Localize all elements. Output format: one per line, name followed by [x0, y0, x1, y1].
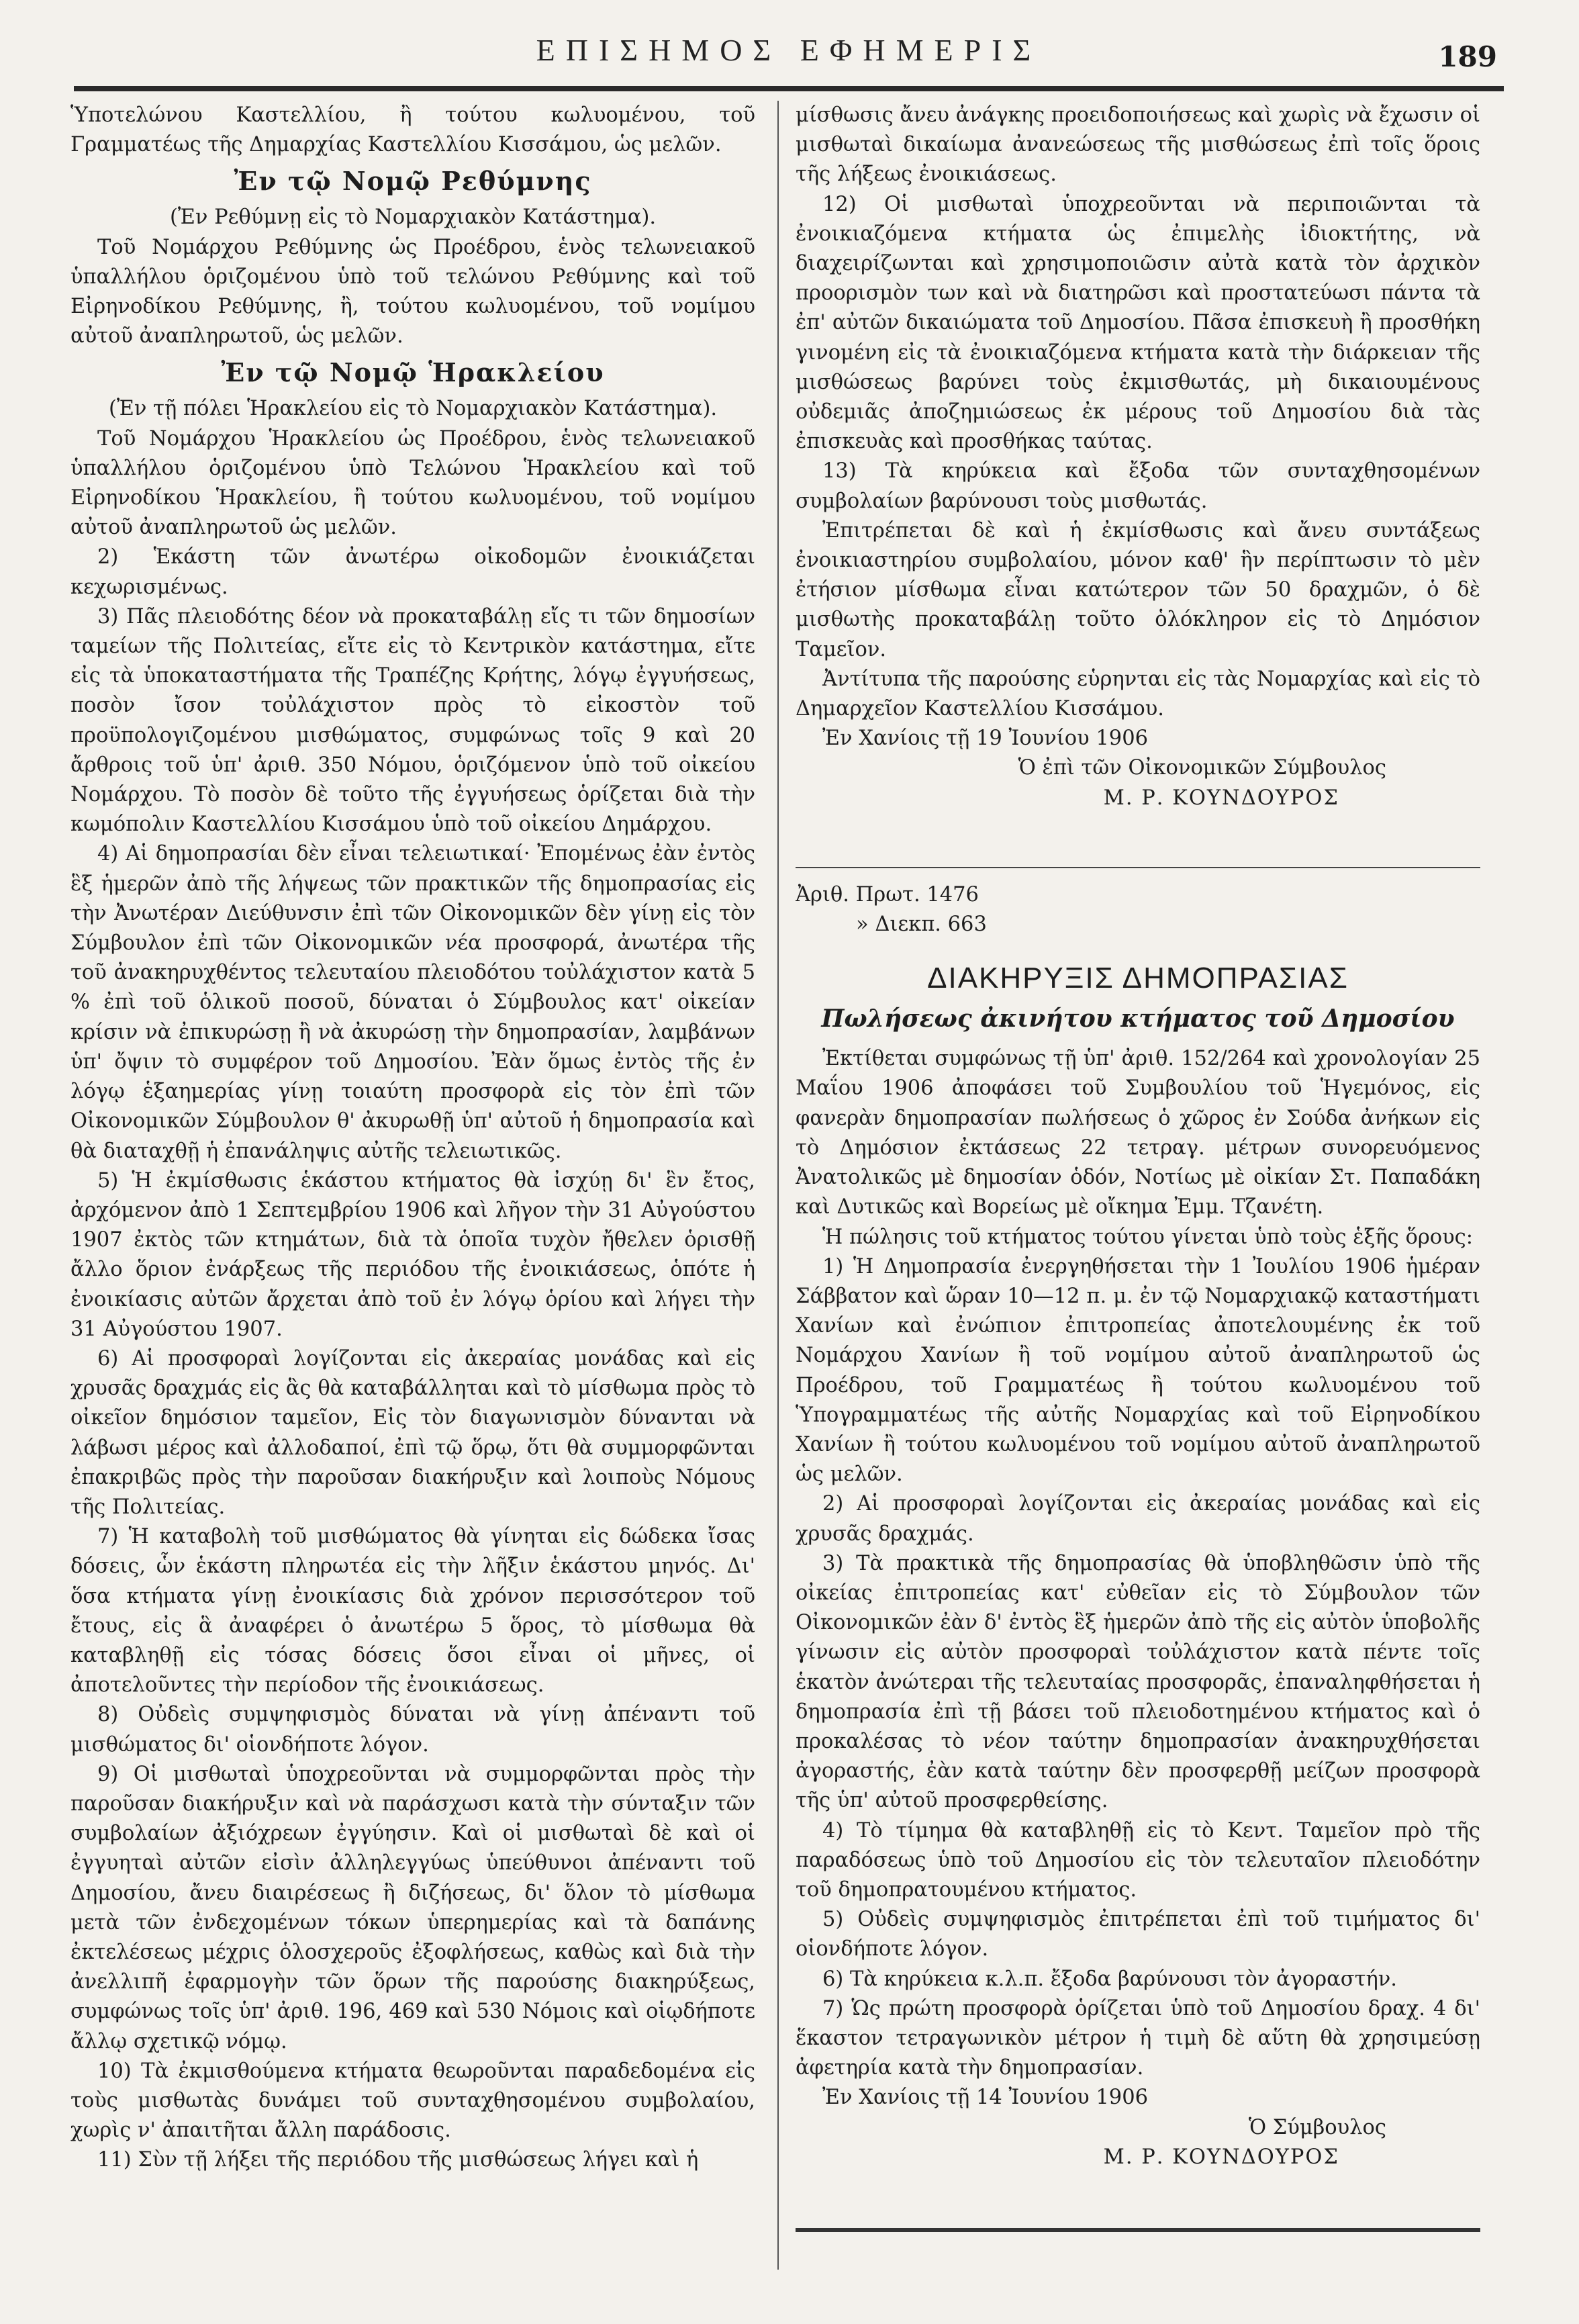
bottom-rule — [796, 2228, 1480, 2232]
paragraph: Ἀντίτυπα τῆς παρούσης εὑρηνται εἰς τὰς Νομαρχίας καὶ εἰς τὸ Δημαρχεῖον Καστελλίου Κισσάμου. — [796, 667, 1480, 721]
header-rule — [74, 86, 1504, 91]
paragraph: 2) Αἱ προσφοραὶ λογίζονται εἰς ἀκεραίας μονάδας καὶ εἰς χρυσᾶς δραχμάς. — [796, 1492, 1480, 1546]
paragraph: Ἐκτίθεται συμφώνως τῇ ὑπ' ἀριθ. 152/264 καὶ χρονολογίαν 25 Μαΐου 1906 ἀποφάσει τοῦ Συμβουλίου τοῦ Ἡγεμόνος, εἰς φανερὰν δημοπρασίαν πωλήσεως ὁ χῶρος ἐν Σούδα ἀνήκων εἰς τὸ Δημόσιον ἐκτάσεως 22 τετραγ. μέτρων συνορευόμενος Ἀνατολικῶς μὲ δημοσίαν ὁδόν, Νοτίως μὲ οἰκίαν Στ. Παπαδάκη καὶ Δυτικῶς καὶ Βορείως μὲ οἴκημα Ἐμμ. Τζανέτη. — [796, 1047, 1480, 1219]
paragraph: Τοῦ Νομάρχου Ρεθύμνης ὡς Προέδρου, ἑνὸς τελωνειακοῦ ὑπαλλήλου ὁριζομένου ὑπὸ τοῦ τελώνου Ρεθύμνης καὶ τοῦ Εἰρηνοδίκου Ρεθύμνης, ἢ, τούτου κωλυομένου, τοῦ νομίμου αὐτοῦ ἀναπληρωτοῦ, ὡς μελῶν. — [70, 235, 755, 348]
signature-name: Μ. Ρ. ΚΟΥΝΔΟΥΡΟΣ — [1103, 2145, 1339, 2169]
paragraph: 9) Οἱ μισθωταὶ ὑποχρεοῦνται νὰ συμμορφῶνται πρὸς τὴν παροῦσαν διακήρυξιν καὶ νὰ παράσχωσι κατὰ τὴν σύνταξιν τῶν συμβολαίων ἀξιόχρεων ἐγγύησιν. Καὶ οἱ μισθωταὶ δὲ καὶ οἱ ἐγγυηταὶ αὐτῶν εἰσὶν ἀλληλεγγύως ὑπεύθυνοι ἀπέναντι τοῦ Δημοσίου, ἄνευ διαιρέσεως ἢ διζήσεως, δι' ὅλον τὸ μίσθωμα μετὰ τῶν ἐνδεχομένων τόκων ὑπερημερίας καὶ τὰ δαπάνης ἐκτελέσεως μέχρις ὁλοσχεροῦς ἐξοφλήσεως, καθὼς καὶ διὰ τὴν ἀνελλιπῆ ἐφαρμογὴν τῶν ὅρων τῆς παρούσης διακηρύξεως, συμφώνως τοῖς ὑπ' ἀριθ. 196, 469 καὶ 530 Νόμοις καὶ οἱῳδήποτε ἄλλῳ σχετικῷ νόμῳ. — [70, 1762, 755, 2053]
newspaper-title: ΕΠΙΣΗΜΟΣ ΕΦΗΜΕΡΙΣ — [536, 33, 1042, 67]
right-column — [796, 101, 1480, 2223]
paragraph: 3) Τὰ πρακτικὰ τῆς δημοπρασίας θὰ ὑποβληθῶσιν ὑπὸ τῆς οἰκείας ἐπιτροπείας κατ' εὐθεῖαν εἰς τὸ Σύμβουλον τῶν Οἰκονομικῶν ἐὰν δ' ἐντὸς ἓξ ἡμερῶν ἀπὸ τῆς εἰς αὐτὸν ὑποβολῆς γίνωσιν εἰς αὐτὸν προσφοραὶ τοὐλάχιστον κατὰ πέντε τοῖς ἑκατὸν ἀνώτεραι τῆς τελευταίας προσφορᾶς, ἐπαναληφθήσεται ἡ δημοπρασία ἐπὶ τῇ βάσει τοῦ πλειοδοτημένου κτήματος καὶ ὁ προκαλέσας τὸ νέον ταύτην δημοπρασίαν ἀνακηρυχθήσεται ἀγοραστής, ἐὰν κατὰ ταύτην δὲν προσφερθῇ μείζων προσφορὰ τῆς ὑπ' αὐτοῦ προσφερθείσης. — [796, 1551, 1480, 1813]
paragraph: 8) Οὐδεὶς συμψηφισμὸς δύναται νὰ γίνῃ ἀπέναντι τοῦ μισθώματος δι' οἱονδήποτε λόγον. — [70, 1703, 755, 1757]
protocol-number: Ἀριθ. Πρωτ. 1476 — [796, 867, 1480, 910]
signature-title: Ὁ ἐπὶ τῶν Οἰκονομικῶν Σύμβουλος — [1018, 756, 1386, 780]
section-subheading: (Ἐν τῇ πόλει Ἡρακλείου εἰς τὸ Νομαρχιακὸν Κατάστημα). — [108, 397, 718, 421]
paragraph: 6) Τὰ κηρύκεια κ.λ.π. ἔξοδα βαρύνουσι τὸν ἀγοραστήν. — [822, 1967, 1397, 1991]
paragraph: 7) Ἡ καταβολὴ τοῦ μισθώματος θὰ γίνηται εἰς δώδεκα ἴσας δόσεις, ὧν ἑκάστη πληρωτέα εἰς τὴν λῆξιν ἑκάστου μηνός. Δι' ὅσα κτήματα γίνῃ ἐνοικίασις διὰ χρόνον περισσότερον τοῦ ἔτους, εἰς ἃ ἀναφέρει ὁ ἀνωτέρω 5 ὅρος, τὸ μίσθωμα θὰ καταβληθῇ εἰς τόσας δόσεις ὅσοι εἶναι οἱ μῆνες, οἱ ἀποτελοῦντες τὴν περίοδον τῆς ἐνοικιάσεως. — [70, 1525, 755, 1698]
announcement-title: ΔΙΑΚΗΡΥΞΙΣ ΔΗΜΟΠΡΑΣΙΑΣ — [927, 962, 1349, 995]
column-divider — [777, 101, 779, 2270]
paragraph: Ἐπιτρέπεται δὲ καὶ ἡ ἐκμίσθωσις καὶ ἄνευ συντάξεως ἐνοικιαστηρίου συμβολαίου, μόνον καθ' ἣν περίπτωσιν τὸ μὲν ἐτήσιον μίσθωμα εἶναι κατώτερον τῶν 50 δραχμῶν, ὁ δὲ μισθωτὴς προκαταβάλῃ τοῦτο ὁλόκληρον εἰς τὸ Δημόσιον Ταμεῖον. — [796, 518, 1480, 661]
paragraph: 5) Οὐδεὶς συμψηφισμὸς ἐπιτρέπεται ἐπὶ τοῦ τιμήματος δι' οἱονδήποτε λόγον. — [796, 1908, 1480, 1961]
paragraph: 4) Αἱ δημοπρασίαι δὲν εἶναι τελειωτικαί· Ἐπομένως ἐὰν ἐντὸς ἓξ ἡμερῶν ἀπὸ τῆς λήψεως τῶν πρακτικῶν τῆς δημοπρασίας εἰς τὴν Ἀνωτέραν Διεύθυνσιν ἐπὶ τῶν Οἰκονομικῶν δὲν γίνῃ εἰς τὸν Σύμβουλον ἐπὶ τῶν Οἰκονομικῶν νέα προσφορά, ἀνωτέρα τῆς τοῦ ἀνακηρυχθέντος τελευταίου πλειοδότου τοὐλάχιστον κατὰ 5 % ἐπὶ τοῦ ὁλικοῦ ποσοῦ, δύναται ὁ Σύμβουλος κατ' οἰκείαν κρίσιν νὰ ἐπικυρώσῃ ἢ νὰ ἀκυρώσῃ τὴν δημοπρασίαν, λαμβάνων ὑπ' ὄψιν τὸ συμφέρον τοῦ Δημοσίου. Ἐὰν ὅμως ἐντὸς τῆς ἐν λόγῳ ἑξαημερίας γίνῃ τοιαύτη προσφορὰ εἰς τὸν ἐπὶ τῶν Οἰκονομικῶν Σύμβουλον θ' ἀκυρωθῇ ὑπ' αὐτοῦ ἡ δημοπρασία καὶ θὰ διαταχθῇ ἡ ἐπανάληψις αὐτῆς τελειωτικῶς. — [70, 842, 755, 1163]
paragraph: 4) Τὸ τίμημα θὰ καταβληθῇ εἰς τὸ Κεντ. Ταμεῖον πρὸ τῆς παραδόσεως ὑπὸ τοῦ Δημοσίου εἰς τὸν τελευταῖον πλειοδότην τοῦ δημοπρατουμένου κτήματος. — [796, 1818, 1480, 1902]
dispatch-number: » Διεκπ. 663 — [856, 913, 987, 937]
date-line: Ἐν Χανίοις τῇ 19 Ἰουνίου 1906 — [822, 727, 1149, 751]
paragraph: 1) Ἡ Δημοπρασία ἐνεργηθήσεται τὴν 1 Ἰουλίου 1906 ἡμέραν Σάββατον καὶ ὥραν 10—12 π. μ. ἐν τῷ Νομαρχιακῷ καταστήματι Χανίων καὶ ἐνώπιον ἐπιτροπείας ἀποτελουμένης ἐκ τοῦ Νομάρχου Χανίων ἢ τοῦ νομίμου αὐτοῦ ἀναπληρωτοῦ ὡς Προέδρου, τοῦ Γραμματέως ἢ τούτου κωλυομένου τοῦ Ὑπογραμματέως τῆς αὐτῆς Νομαρχίας καὶ τοῦ Εἰρηνοδίκου Χανίων ἢ τούτου κωλυομένου τοῦ νομίμου αὐτοῦ ἀναπληρωτοῦ ὡς μελῶν. — [796, 1254, 1480, 1487]
paragraph: 3) Πᾶς πλειοδότης δέον νὰ προκαταβάλῃ εἴς τι τῶν δημοσίων ταμείων τῆς Πολιτείας, εἴτε εἰς τὸ Κεντρικὸν κατάστημα, εἴτε εἰς τὰ ὑποκαταστήματα τῆς Τραπέζης Κρήτης, λόγῳ ἐγγυήσεως, ποσὸν ἴσον τοὐλάχιστον πρὸς τὸ εἰκοστὸν τοῦ προϋπολογιζομένου μισθώματος, συμφώνως τοῖς 9 καὶ 20 ἄρθροις τοῦ ὑπ' ἀριθ. 350 Νόμου, ὁριζόμενον ὑπὸ τοῦ οἰκείου Νομάρχου. Τὸ ποσὸν δὲ τοῦτο τῆς ἐγγυήσεως ὁρίζεται διὰ τὴν κωμόπολιν Καστελλίου Κισσάμου ὑπὸ τοῦ οἰκείου Δημάρχου. — [70, 604, 755, 837]
announcement-subtitle: Πωλήσεως ἀκινήτου κτήματος τοῦ Δημοσίου — [821, 1005, 1455, 1033]
paragraph: 7) Ὡς πρώτη προσφορὰ ὁρίζεται ὑπὸ τοῦ Δημοσίου δραχ. 4 δι' ἕκαστον τετραγωνικὸν μέτρον ἡ τιμὴ δὲ αὕτη θὰ χρησιμεύσῃ ἀφετηρία κατὰ τὴν δημοπρασίαν. — [796, 1996, 1480, 2080]
paragraph: 12) Οἱ μισθωταὶ ὑποχρεοῦνται νὰ περιποιῶνται τὰ ἐνοικιαζόμενα κτήματα ὡς ἐπιμελὴς ἰδιοκτήτης, νὰ διαχειρίζωνται καὶ χρησιμοποιῶσιν αὐτὰ κατὰ τὸν ἀρχικὸν προορισμὸν των καὶ νὰ διατηρῶσι καὶ προστατεύωσι πάντα τὰ ἐπ' αὐτῶν δικαιώματα τοῦ Δημοσίου. Πᾶσα ἐπισκευὴ ἢ προσθήκη γινομένη εἰς τὰ ἐνοικιαζόμενα κτήματα κατὰ τὴν διάρκειαν τῆς μισθώσεως βαρύνει τοὺς ἐκμισθωτάς, μὴ δικαιουμένους οὐδεμιᾶς ἀποζημιώσεως ἐκ μέρους τοῦ Δημοσίου διὰ τὰς ἐπισκευὰς καὶ προσθήκας ταύτας. — [796, 192, 1480, 454]
paragraph: Τοῦ Νομάρχου Ἡρακλείου ὡς Προέδρου, ἑνὸς τελωνειακοῦ ὑπαλλήλου ὁριζομένου ὑπὸ Τελώνου Ἡρακλείου καὶ τοῦ Εἰρηνοδίκου Ἡρακλείου, ἢ τούτου κωλυομένου, τοῦ νομίμου αὐτοῦ ἀναπληρωτοῦ ὡς μελῶν. — [70, 426, 755, 540]
left-column — [70, 101, 755, 2307]
paragraph: Ὑποτελώνου Καστελλίου, ἢ τούτου κωλυομένου, τοῦ Γραμματέως τῆς Δημαρχίας Καστελλίου Κισσάμου, ὡς μελῶν. — [70, 103, 755, 157]
paragraph: 2) Ἑκάστη τῶν ἀνωτέρω οἰκοδομῶν ἐνοικιάζεται κεχωρισμένως. — [70, 545, 755, 599]
paragraph: 5) Ἡ ἐκμίσθωσις ἑκάστου κτήματος θὰ ἰσχύῃ δι' ἓν ἔτος, ἀρχόμενον ἀπὸ 1 Σεπτεμβρίου 1906 καὶ λῆγον τὴν 31 Αὐγούστου 1907 ἐκτὸς τῶν κτημάτων, διὰ τὰ ὁποῖα τυχὸν ἤθελεν ὁρισθῇ ἄλλο ὅριον ἐνάρξεως τῆς περιόδου τῆς ἐνοικιάσεως, ὁπότε ἡ ἐνοικίασις αὐτῶν ἄρχεται ἀπὸ τοῦ ἐν λόγῳ ὁρίου καὶ λήγει τὴν 31 Αὐγούστου 1907. — [70, 1168, 755, 1341]
section-subheading: (Ἐν Ρεθύμνῃ εἰς τὸ Νομαρχιακὸν Κατάστημα). — [169, 205, 657, 230]
paragraph: 6) Αἱ προσφοραὶ λογίζονται εἰς ἀκεραίας μονάδας καὶ εἰς χρυσᾶς δραχμάς εἰς ἃς θὰ καταβάλληται καὶ τὸ μίσθωμα πρὸς τὸ οἰκεῖον δημόσιον ταμεῖον, Εἰς τὸν διαγωνισμὸν δύνανται νὰ λάβωσι μέρος καὶ ἀλλοδαποί, ἐπὶ τῷ ὅρῳ, ὅτι θὰ συμμορφῶνται ἐπακριβῶς πρὸς τὴν παροῦσαν διακήρυξιν καὶ λοιποὺς Νόμους τῆς Πολιτείας. — [70, 1346, 755, 1519]
signature-name: Μ. Ρ. ΚΟΥΝΔΟΥΡΟΣ — [1103, 786, 1339, 810]
date-line: Ἐν Χανίοις τῇ 14 Ἰουνίου 1906 — [822, 2086, 1149, 2110]
page-header — [74, 20, 1504, 81]
paragraph: 13) Τὰ κηρύκεια καὶ ἔξοδα τῶν συνταχθησομένων συμβολαίων βαρύνουσι τοὺς μισθωτάς. — [796, 459, 1480, 513]
signature-title: Ὁ Σύμβουλος — [1248, 2115, 1386, 2139]
section-heading-heraklion: Ἐν τῷ Νομῷ Ἡρακλείου — [221, 357, 605, 388]
paragraph: μίσθωσις ἄνευ ἀνάγκης προειδοποιήσεως καὶ χωρὶς νὰ ἔχωσιν οἱ μισθωταὶ δικαίωμα ἀνανεώσεως τῆς μισθώσεως ἐπὶ τοῖς ὅροις τῆς λήξεως ἐνοικιάσεως. — [796, 103, 1480, 187]
page-number: 189 — [1438, 40, 1497, 73]
paragraph: 10) Τὰ ἐκμισθούμενα κτήματα θεωροῦνται παραδεδομένα εἰς τοὺς μισθωτὰς δυνάμει τοῦ συνταχθησομένου συμβολαίου, χωρὶς ν' ἀπαιτῆται ἄλλη παράδοσις. — [70, 2059, 755, 2143]
paragraph: 11) Σὺν τῇ λήξει τῆς περιόδου τῆς μισθώσεως λήγει καὶ ἡ — [97, 2148, 699, 2172]
paragraph: Ἡ πώλησις τοῦ κτήματος τούτου γίνεται ὑπὸ τοὺς ἑξῆς ὅρους: — [822, 1225, 1474, 1249]
section-heading-rethymno: Ἐν τῷ Νομῷ Ρεθύμνης — [234, 166, 592, 197]
